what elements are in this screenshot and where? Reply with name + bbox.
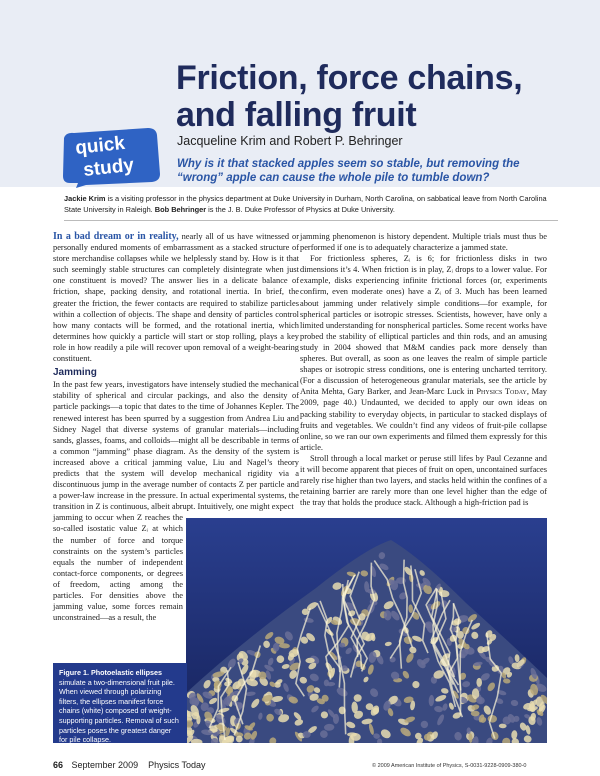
title-line-2: and falling fruit bbox=[176, 96, 417, 134]
figure-photoelastic-pile bbox=[186, 518, 547, 743]
title-line-1: Friction, force chains, bbox=[176, 59, 523, 97]
logo-word-quick: quick bbox=[74, 132, 126, 159]
section-heading-jamming: Jamming bbox=[53, 367, 97, 379]
paragraph-frictionless bbox=[300, 253, 547, 453]
paragraph-intro-text: nearly all of us have witnessed or personally endured moments of embarrassment as a stacked structure of store merchandise collapses while we helplessly stand by. How is it that such seemingly stable structures can completely disintegrate when just one constituent is moved? The answer lies in a delicate balance of friction, shape, packing density, and rotational inertia. In brief, the greater the friction, the fewer contacts are required to stabilize particles within a collection of objects. The shape and density of particles control how many contacts will be formed, and the rotational inertia, which determines how quickly a particle will start or stop rolling, plays a key role in how readily a pile will recover upon removal of a weight-bearing constituent. bbox=[53, 232, 299, 364]
particle-ellipse bbox=[347, 732, 357, 736]
journal-reference: Physics Today bbox=[476, 387, 527, 397]
photoelastic-pile-image bbox=[186, 518, 547, 743]
paragraph-history: jamming phenomenon is history dependent. Multiple trials must thus be performed if one is to adequately characterize a jammed state. bbox=[300, 232, 547, 253]
quick-study-logo bbox=[56, 126, 166, 188]
page-number: 66 bbox=[53, 760, 64, 770]
paragraph-jamming: In the past few years, investigators have intensely studied the mechanical stability of spherical and circular packings, and also the density of particle packings—a topic that dates to the time of Johannes Kepler. The renewed interest has been spurred by a suggestion from Andrea Liu and Sidney Nagel that diverse systems of granular materials—including sands, glasses, foams, and colloids—might all be describable in terms of a common “jamming” phase diagram. As the density of the system is increased above a critical jamming value, Liu and Nagel’s theory predicts that the system will develop mechanical rigidity via a discontinuous jump in the average number of contacts Z per particle and a power-law increase in the pressure. In actual experimental systems, the transition in Z is continuous, albeit abrupt. Intuitively, one might expect bbox=[53, 380, 299, 512]
bio-text-krim: is a visiting professor in the physics department at Duke University in Durham, North Carolina, on sabbatical leave from North Carolina State University in Raleigh. bbox=[64, 194, 547, 214]
lead-question bbox=[177, 157, 587, 185]
author-bio bbox=[64, 194, 558, 221]
particle-ellipse bbox=[471, 711, 480, 717]
bio-name-behringer: Bob Behringer bbox=[154, 204, 207, 214]
bio-name-krim: Jackie Krim bbox=[64, 194, 106, 203]
paragraph-intro bbox=[53, 231, 299, 364]
bio-text-behringer: is the J. B. Duke Professor of Physics at Duke University. bbox=[206, 204, 395, 214]
caption-label: Figure 1. Photoelastic ellipses bbox=[59, 668, 163, 677]
figure-caption bbox=[53, 663, 187, 743]
drop-lead: In a bad dream or in reality, bbox=[53, 231, 179, 242]
copyright-notice: © 2009 American Institute of Physics, S-0031-9228-0909-380-0 bbox=[372, 763, 527, 769]
article-authors: Jacqueline Krim and Robert P. Behringer bbox=[177, 134, 403, 148]
page-footer bbox=[53, 760, 205, 770]
paragraph-frictionless-text: For frictionless spheres, Zᵢ is 6; for frictionless disks in two dimensions it’s 4. When friction is in play, Zᵢ drops to a lower value. For example, disks experiencing infinite frictional forces (or, experiments confirm, even moderate ones) have a Zᵢ of 3. Much has been learned about jamming under relatively simple conditions—for example, for spherical particles or isotropic stresses. Scientists, however, have only a limited understanding for nonspherical particles. Some recent works have probed the stability of elliptical particles and thin rods, and an amusing study in 2004 showed that M&M candies pack more densely than spheres. But overall, as soon as one leaves the realm of simple particle shapes or isotropic stress conditions, one is entering uncharted territory. (For a discussion of heterogeneous granular materials, see the article by Anita Mehta, Gary Barker, and Jean-Marc Luck in bbox=[300, 254, 547, 397]
article-title bbox=[176, 60, 586, 134]
caption-text: simulate a two-dimensional fruit pile. When viewed through polarizing filters, the ellipses manifest force chains (white) composed of weight-supporting particles. Removal of such particles poses the greatest danger for pile collapse. bbox=[59, 677, 179, 745]
paragraph-frictionless-end: , May 2009, page 40.) Undaunted, we decided to apply our own ideas on packing stability to everyday objects, in particular to stacked displays of fruits and vegetables. We couldn’t find any videos of fruit-pile collapse online, so we ran our own experiments and filmed them expressly for this article. bbox=[300, 387, 547, 452]
column-right bbox=[300, 231, 547, 508]
logo-word-study: study bbox=[82, 154, 135, 181]
paragraph-jamming-wrap: jamming to occur when Z reaches the so-called isostatic value Zᵢ at which the number of force and torque constraints on the system’s particles equals the number of independent contact-force components, or degrees of freedom, acting among the particles. For densities above the jamming value, some forces remain unconstrained—as a result, the bbox=[53, 513, 183, 623]
footer-journal: Physics Today bbox=[148, 760, 206, 770]
question-line-1: Why is it that stacked apples seem so stable, but removing the bbox=[177, 158, 520, 170]
footer-issue: September 2009 bbox=[71, 760, 139, 770]
particle-ellipse bbox=[467, 727, 471, 734]
question-line-2: “wrong” apple can cause the whole pile to tumble down? bbox=[177, 172, 490, 184]
paragraph-market: Stroll through a local market or peruse still lifes by Paul Cezanne and it will become apparent that pieces of fruit on open, uncontained surfaces rarely rise higher than two layers, and stacks held within the confines of a retaining barrier are rarely more than one level higher than the edge of the tray that holds the produce stack. Although a high-friction pad is bbox=[300, 453, 547, 508]
